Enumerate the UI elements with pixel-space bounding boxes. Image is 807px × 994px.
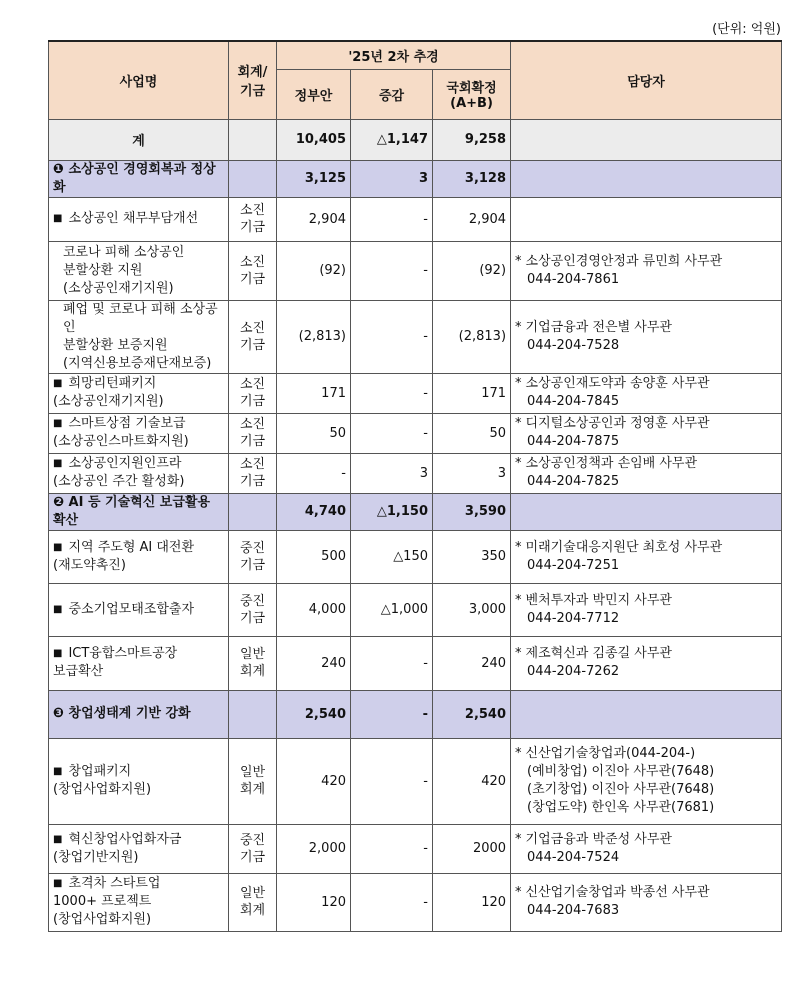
contact-text: 044-204-7251 xyxy=(527,557,620,573)
header-supp: '25년 2차 추경 xyxy=(277,41,511,69)
contact-line xyxy=(515,763,777,781)
contact-cell xyxy=(511,690,782,738)
bullet-icon: ■ xyxy=(53,878,63,889)
total-contact xyxy=(511,119,782,160)
asterisk-icon: * xyxy=(515,646,522,661)
contact-line xyxy=(515,271,777,289)
contact-line xyxy=(515,610,777,628)
contact-line xyxy=(515,557,777,575)
contact-text: 044-204-7524 xyxy=(527,849,620,865)
item-name-line xyxy=(53,663,224,681)
contact-text: 기업금융과 박준성 사무관 xyxy=(525,831,672,847)
contact-cell xyxy=(511,241,782,300)
contact-line xyxy=(515,539,777,557)
item-name-text: 소상공인지원인프라 xyxy=(68,456,182,471)
contact-text: 044-204-7875 xyxy=(527,434,620,449)
item-name-text: (재도약촉진) xyxy=(53,557,126,573)
item-name-text: 창업패키지 xyxy=(68,764,132,779)
item-name-text: 분할상환 지원 xyxy=(63,262,143,278)
final-value: (92) xyxy=(433,241,511,300)
item-name-line xyxy=(53,911,224,929)
header-final-line: (A+B) xyxy=(450,96,493,111)
contact-cell xyxy=(511,530,782,583)
asterisk-icon: * xyxy=(515,539,522,555)
total-row xyxy=(49,119,782,160)
table-row xyxy=(49,738,782,824)
item-account xyxy=(229,373,277,413)
final-value: 350 xyxy=(433,530,511,583)
gov-value: 240 xyxy=(277,636,351,690)
change-value: - xyxy=(351,300,433,373)
change-value: 3 xyxy=(351,453,433,493)
item-name-line xyxy=(53,539,224,557)
item-name-line xyxy=(53,601,224,619)
item-name-line xyxy=(53,875,224,893)
contact-line xyxy=(515,799,777,817)
item-account xyxy=(229,636,277,690)
gov-value: 4,000 xyxy=(277,583,351,636)
final-value: 3 xyxy=(433,453,511,493)
item-account-line: 회계 xyxy=(239,664,266,679)
item-name xyxy=(49,413,229,453)
contact-cell xyxy=(511,300,782,373)
contact-cell xyxy=(511,873,782,931)
item-name-text: 희망리턴패키지 xyxy=(68,376,157,391)
item-account-line: 일반 xyxy=(239,765,266,780)
item-account-line: 기금 xyxy=(239,434,266,449)
contact-text: 044-204-7712 xyxy=(527,610,620,626)
item-name xyxy=(49,197,229,241)
contact-line xyxy=(515,337,777,355)
item-account-line: 소진 xyxy=(239,254,266,270)
section-label: ❶ 소상공인 경영회복과 정상화 xyxy=(49,160,229,197)
item-name-line xyxy=(53,415,224,433)
contact-text: (예비창업) 이진아 사무관(7648) xyxy=(527,764,715,779)
final-value: (2,813) xyxy=(433,300,511,373)
contact-line xyxy=(515,663,777,681)
item-account-line: 소진 xyxy=(239,417,266,432)
bullet-icon: ■ xyxy=(53,833,63,845)
gov-value: 500 xyxy=(277,530,351,583)
contact-cell xyxy=(511,493,782,530)
item-account-line: 소진 xyxy=(239,457,266,472)
contact-cell xyxy=(511,160,782,197)
item-name xyxy=(49,636,229,690)
item-name xyxy=(49,583,229,636)
table-header xyxy=(49,41,782,119)
item-name-text: (소상공인 주간 활성화) xyxy=(53,474,185,489)
contact-text: 044-204-7845 xyxy=(527,394,620,409)
bullet-icon: ■ xyxy=(53,418,63,429)
contact-text: 벤처투자과 박민지 사무관 xyxy=(525,592,672,608)
table-row xyxy=(49,413,782,453)
item-name xyxy=(49,241,229,300)
final-value: 420 xyxy=(433,738,511,824)
gov-value: (92) xyxy=(277,241,351,300)
item-name-text: (창업사업화지원) xyxy=(53,912,152,927)
contact-line xyxy=(515,849,777,867)
total-account xyxy=(229,119,277,160)
item-name-line xyxy=(53,375,224,393)
item-name xyxy=(49,530,229,583)
item-name-line xyxy=(63,337,224,355)
item-name-text: (소상공인스마트화지원) xyxy=(53,434,189,449)
contact-line xyxy=(515,415,777,433)
table-row xyxy=(49,241,782,300)
asterisk-icon: * xyxy=(515,319,522,335)
asterisk-icon: * xyxy=(515,456,522,471)
contact-cell xyxy=(511,738,782,824)
total-label: 계 xyxy=(49,119,229,160)
final-value: 3,590 xyxy=(433,493,511,530)
contact-text: 소상공인정책과 손임배 사무관 xyxy=(525,456,698,471)
item-name-text: 분할상환 보증지원 xyxy=(63,337,168,353)
header-name: 사업명 xyxy=(49,41,229,119)
table-row xyxy=(49,197,782,241)
bullet-icon: ■ xyxy=(53,378,63,389)
gov-value: 50 xyxy=(277,413,351,453)
table-row xyxy=(49,824,782,873)
table-row xyxy=(49,530,782,583)
item-name-line xyxy=(53,849,224,867)
header-account-line: 회계/ xyxy=(237,65,268,81)
final-value: 2,540 xyxy=(433,690,511,738)
contact-text: 소상공인재도약과 송양훈 사무관 xyxy=(525,376,710,391)
item-name-line xyxy=(63,244,224,262)
contact-cell xyxy=(511,413,782,453)
item-name-line xyxy=(53,831,224,849)
contact-text: 044-204-7262 xyxy=(527,664,620,679)
item-name-text: 폐업 및 코로나 피해 소상공인 xyxy=(63,301,218,335)
change-value: - xyxy=(351,197,433,241)
contact-text: 신산업기술창업과(044-204-) xyxy=(525,746,696,761)
item-name-line xyxy=(53,473,224,491)
asterisk-icon: * xyxy=(515,416,522,431)
contact-cell xyxy=(511,583,782,636)
item-name-text: 초격차 스타트업 xyxy=(68,876,161,891)
change-value: - xyxy=(351,873,433,931)
final-value: 50 xyxy=(433,413,511,453)
header-final-line: 국회확정 xyxy=(446,81,497,96)
section-row xyxy=(49,690,782,738)
header-final xyxy=(433,69,511,119)
item-account-line: 일반 xyxy=(239,647,266,662)
item-name-line xyxy=(53,645,224,663)
item-name-text: (창업기반지원) xyxy=(53,849,139,865)
bullet-icon: ■ xyxy=(53,213,63,224)
gov-value: 2,540 xyxy=(277,690,351,738)
change-value: - xyxy=(351,636,433,690)
item-name xyxy=(49,738,229,824)
item-account-line: 중진 xyxy=(239,540,266,556)
gov-value: 120 xyxy=(277,873,351,931)
contact-line xyxy=(515,902,777,920)
item-name-text: 1000+ 프로젝트 xyxy=(53,894,152,909)
item-account-line: 기금 xyxy=(239,220,266,235)
item-account-line: 소진 xyxy=(239,377,266,392)
item-name-line xyxy=(53,893,224,911)
item-account xyxy=(229,197,277,241)
contact-text: 신산업기술창업과 박종선 사무관 xyxy=(525,885,710,900)
gov-value: - xyxy=(277,453,351,493)
gov-value: 171 xyxy=(277,373,351,413)
item-name-text: ICT융합스마트공장 xyxy=(68,646,178,661)
item-name-text: (소상공인재기지원) xyxy=(63,280,174,296)
total-change: △1,147 xyxy=(351,119,433,160)
item-account xyxy=(229,300,277,373)
item-account-line: 회계 xyxy=(239,782,266,797)
item-account-line: 기금 xyxy=(239,394,266,409)
table-row xyxy=(49,453,782,493)
asterisk-icon: * xyxy=(515,885,522,900)
bullet-icon: ■ xyxy=(53,766,63,777)
header-account-line: 기금 xyxy=(239,84,266,100)
item-name-text: (소상공인재기지원) xyxy=(53,394,164,409)
contact-text: 기업금융과 전은별 사무관 xyxy=(525,319,672,335)
asterisk-icon: * xyxy=(515,253,522,269)
item-name-text: 중소기업모태조합출자 xyxy=(68,601,195,617)
section-account xyxy=(229,493,277,530)
item-name-line xyxy=(63,262,224,280)
change-value: △1,150 xyxy=(351,493,433,530)
contact-text: (창업도약) 한인옥 사무관(7681) xyxy=(527,800,715,815)
budget-table xyxy=(48,40,782,932)
final-value: 120 xyxy=(433,873,511,931)
item-name-text: (지역신용보증재단재보증) xyxy=(63,355,212,371)
change-value: - xyxy=(351,241,433,300)
item-name-line xyxy=(53,433,224,451)
item-name-line xyxy=(53,763,224,781)
item-name xyxy=(49,373,229,413)
item-name-line xyxy=(53,781,224,799)
item-name xyxy=(49,873,229,931)
final-value: 2,904 xyxy=(433,197,511,241)
item-account-line: 기금 xyxy=(239,337,266,353)
total-gov: 10,405 xyxy=(277,119,351,160)
gov-value: 4,740 xyxy=(277,493,351,530)
item-name-text: 혁신창업사업화자금 xyxy=(68,831,182,847)
header-change: 증감 xyxy=(351,69,433,119)
change-value: - xyxy=(351,413,433,453)
asterisk-icon: * xyxy=(515,376,522,391)
section-label: ❷ AI 등 기술혁신 보급활용 확산 xyxy=(49,493,229,530)
item-account-line: 기금 xyxy=(239,849,266,865)
change-value: △1,000 xyxy=(351,583,433,636)
contact-text: 044-204-7683 xyxy=(527,903,620,918)
item-account-line: 기금 xyxy=(239,557,266,573)
gov-value: (2,813) xyxy=(277,300,351,373)
item-name-line xyxy=(53,393,224,411)
section-account xyxy=(229,690,277,738)
item-account xyxy=(229,824,277,873)
bullet-icon: ■ xyxy=(53,458,63,469)
contact-line xyxy=(515,884,777,902)
change-value: - xyxy=(351,738,433,824)
item-account xyxy=(229,530,277,583)
contact-text: 미래기술대응지원단 최호성 사무관 xyxy=(525,539,723,555)
final-value: 3,128 xyxy=(433,160,511,197)
change-value: - xyxy=(351,824,433,873)
item-account xyxy=(229,738,277,824)
gov-value: 420 xyxy=(277,738,351,824)
header-gov: 정부안 xyxy=(277,69,351,119)
asterisk-icon: * xyxy=(515,746,522,761)
contact-text: 044-204-7825 xyxy=(527,474,620,489)
item-account-line: 회계 xyxy=(239,903,266,918)
contact-text: 제조혁신과 김종길 사무관 xyxy=(525,646,672,661)
contact-text: 디지털소상공인과 정영훈 사무관 xyxy=(525,416,710,431)
gov-value: 2,000 xyxy=(277,824,351,873)
item-account-line: 기금 xyxy=(239,610,266,626)
contact-line xyxy=(515,745,777,763)
contact-line xyxy=(515,781,777,799)
table-row xyxy=(49,373,782,413)
change-value: - xyxy=(351,373,433,413)
contact-line xyxy=(515,433,777,451)
contact-line xyxy=(515,831,777,849)
item-account-line: 일반 xyxy=(239,886,266,901)
item-name-text: 스마트상점 기술보급 xyxy=(68,416,186,431)
change-value: △150 xyxy=(351,530,433,583)
item-name-text: 소상공인 채무부담개선 xyxy=(68,211,199,226)
item-account xyxy=(229,413,277,453)
asterisk-icon: * xyxy=(515,831,522,847)
total-final: 9,258 xyxy=(433,119,511,160)
item-account xyxy=(229,583,277,636)
contact-line xyxy=(515,645,777,663)
contact-line xyxy=(515,319,777,337)
item-name-line xyxy=(63,355,224,373)
item-account-line: 중진 xyxy=(239,593,266,609)
section-label: ❸ 창업생태계 기반 강화 xyxy=(49,690,229,738)
final-value: 3,000 xyxy=(433,583,511,636)
contact-cell xyxy=(511,197,782,241)
contact-text: 044-204-7528 xyxy=(527,337,620,353)
item-account xyxy=(229,241,277,300)
contact-line xyxy=(515,393,777,411)
item-account xyxy=(229,873,277,931)
change-value: 3 xyxy=(351,160,433,197)
bullet-icon: ■ xyxy=(53,541,63,553)
final-value: 240 xyxy=(433,636,511,690)
item-name-line xyxy=(63,301,224,337)
item-name-line xyxy=(53,557,224,575)
item-name-line xyxy=(53,455,224,473)
gov-value: 2,904 xyxy=(277,197,351,241)
item-name-text: 코로나 피해 소상공인 xyxy=(63,244,185,260)
contact-line xyxy=(515,253,777,271)
contact-line xyxy=(515,592,777,610)
bullet-icon: ■ xyxy=(53,603,63,615)
contact-text: 소상공인경영안정과 류민희 사무관 xyxy=(525,253,723,269)
asterisk-icon: * xyxy=(515,592,522,608)
contact-cell xyxy=(511,373,782,413)
table-body xyxy=(49,119,782,931)
item-name xyxy=(49,824,229,873)
gov-value: 3,125 xyxy=(277,160,351,197)
item-name-text: 보급확산 xyxy=(53,664,104,679)
item-account-line: 소진 xyxy=(239,320,266,336)
contact-cell xyxy=(511,824,782,873)
final-value: 2000 xyxy=(433,824,511,873)
item-account-line: 기금 xyxy=(239,474,266,489)
unit-label: (단위: 억원) xyxy=(712,22,781,37)
item-name-line xyxy=(53,210,224,228)
contact-line xyxy=(515,455,777,473)
table-row xyxy=(49,636,782,690)
contact-text: 044-204-7861 xyxy=(527,271,620,287)
final-value: 171 xyxy=(433,373,511,413)
item-name-text: 지역 주도형 AI 대전환 xyxy=(68,539,195,555)
table-row xyxy=(49,300,782,373)
contact-text: (초기창업) 이진아 사무관(7648) xyxy=(527,782,715,797)
item-name xyxy=(49,300,229,373)
contact-line xyxy=(515,375,777,393)
table-row xyxy=(49,873,782,931)
item-account xyxy=(229,453,277,493)
contact-line xyxy=(515,473,777,491)
section-row xyxy=(49,160,782,197)
table-row xyxy=(49,583,782,636)
bullet-icon: ■ xyxy=(53,648,63,659)
contact-cell xyxy=(511,636,782,690)
section-account xyxy=(229,160,277,197)
item-account-line: 중진 xyxy=(239,832,266,848)
item-account-line: 기금 xyxy=(239,271,266,287)
header-account xyxy=(229,41,277,119)
change-value: - xyxy=(351,690,433,738)
item-name-text: (창업사업화지원) xyxy=(53,782,152,797)
contact-cell xyxy=(511,453,782,493)
item-name-line xyxy=(63,280,224,298)
item-account-line: 소진 xyxy=(239,203,266,218)
section-row xyxy=(49,493,782,530)
item-name xyxy=(49,453,229,493)
header-contact: 담당자 xyxy=(511,41,782,119)
